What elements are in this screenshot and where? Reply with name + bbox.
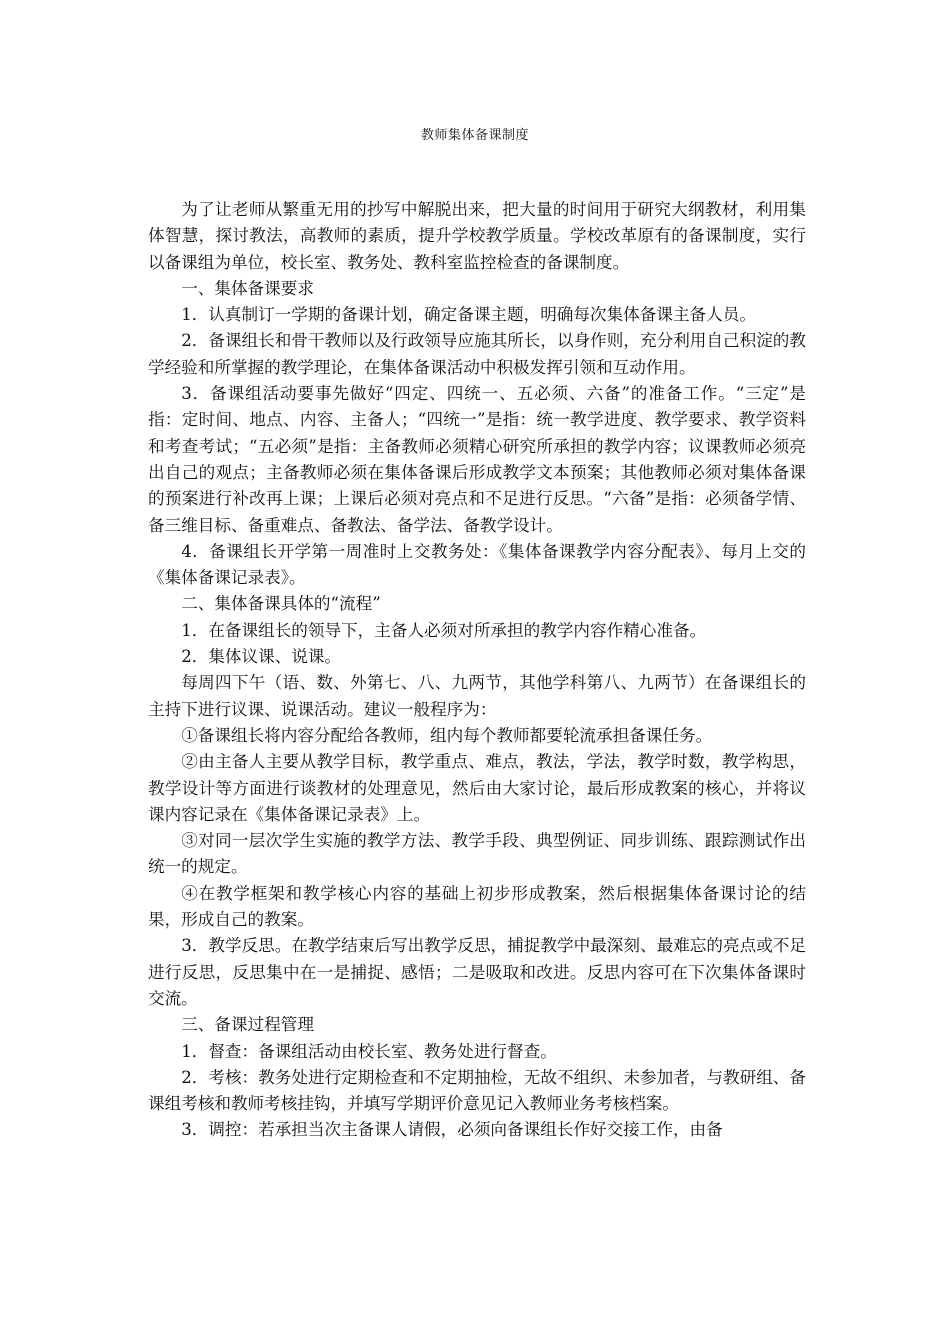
- document-body: [148, 197, 806, 1144]
- paragraph-1-4: 4．备课组长开学第一周准时上交教务处：《集体备课教学内容分配表》、每月上交的《集体备课记录表》。: [148, 541, 806, 588]
- paragraph-2-2-step-3: ③对同一层次学生实施的教学方法、教学手段、典型例证、同步训练、跟踪测试作出统一的规定。: [148, 831, 806, 877]
- paragraph-2-2-schedule: 每周四下午（语、数、外第七、八、九两节，其他学科第八、九两节）在备课组长的主持下进行议课、说课活动。建议一般程序为：: [148, 673, 806, 719]
- paragraph-2-2: 2．集体议课、说课。: [181, 647, 342, 667]
- paragraph-2-2-step-2: ②由主备人主要从教学目标，教学重点、难点，教法，学法，教学时数，教学构思，教学设计等方面进行谈教材的处理意见，然后由大家讨论，最后形成教案的核心，并将议课内容记录在《集体备课记录表》上。: [148, 752, 806, 824]
- paragraph-2-1: 1．在备课组长的领导下，主备人必须对所承担的教学内容作精心准备。: [181, 620, 707, 640]
- paragraph-3-2: 2．考核：教务处进行定期检查和不定期抽检，无故不组织、未参加者，与教研组、备课组考核和教师考核挂钩，并填写学期评价意见记入教师业务考核档案。: [148, 1067, 806, 1114]
- paragraph-intro: 为了让老师从繁重无用的抄写中解脱出来，把大量的时间用于研究大纲教材，利用集体智慧，探讨教法，高教师的素质，提升学校教学质量。学校改革原有的备课制度，实行以备课组为单位，校长室、教务处、教科室监控检查的备课制度。: [148, 200, 806, 272]
- paragraph-3-3: 3．调控：若承担当次主备课人请假，必须向备课组长作好交接工作，由备: [181, 1120, 723, 1140]
- paragraph-2-2-step-4: ④在教学框架和教学核心内容的基础上初步形成教案，然后根据集体备课讨论的结果，形成自己的教案。: [148, 883, 806, 930]
- paragraph-1-3: 3．备课组活动要事先做好“四定、四统一、五必须、六备”的准备工作。“三定”是指：定时间、地点、内容、主备人；“四统一”是指：统一教学进度、教学要求、教学资料和考查考试；“五必须”是指：主备教师必须精心研究所承担的教学内容；议课教师必须亮出自己的观点；主备教师必须在集体备课后形成教学文本预案；其他教师必须对集体备课的预案进行补改再上课；上课后必须对亮点和不足进行反思。“六备”是指：必须备学情、备三维目标、备重难点、备教法、备学法、备教学设计。: [148, 384, 806, 535]
- paragraph-3-1: 1．督查：备课组活动由校长室、教务处进行督查。: [181, 1041, 557, 1061]
- section-heading-1: 一、集体备课要求: [181, 278, 314, 298]
- paragraph-2-2-step-1: ①备课组长将内容分配给各教师，组内每个教师都要轮流承担备课任务。: [181, 725, 713, 745]
- document-title: 教师集体备课制度: [420, 128, 529, 143]
- paragraph-2-3: 3．教学反思。在教学结束后写出教学反思，捕捉教学中最深刻、最难忘的亮点或不足进行反思，反思集中在一是捕捉、感悟；二是吸取和改进。反思内容可在下次集体备课时交流。: [148, 936, 806, 1008]
- paragraph-1-1: 1．认真制订一学期的备课计划，确定备课主题，明确每次集体备课主备人员。: [181, 305, 756, 325]
- paragraph-1-2: 2．备课组长和骨干教师以及行政领导应施其所长，以身作则，充分利用自己积淀的教学经验和所掌握的教学理论，在集体备课活动中积极发挥引领和互动作用。: [148, 331, 806, 377]
- section-heading-3: 三、备课过程管理: [181, 1015, 314, 1035]
- section-heading-2: 二、集体备课具体的“流程”: [181, 594, 381, 614]
